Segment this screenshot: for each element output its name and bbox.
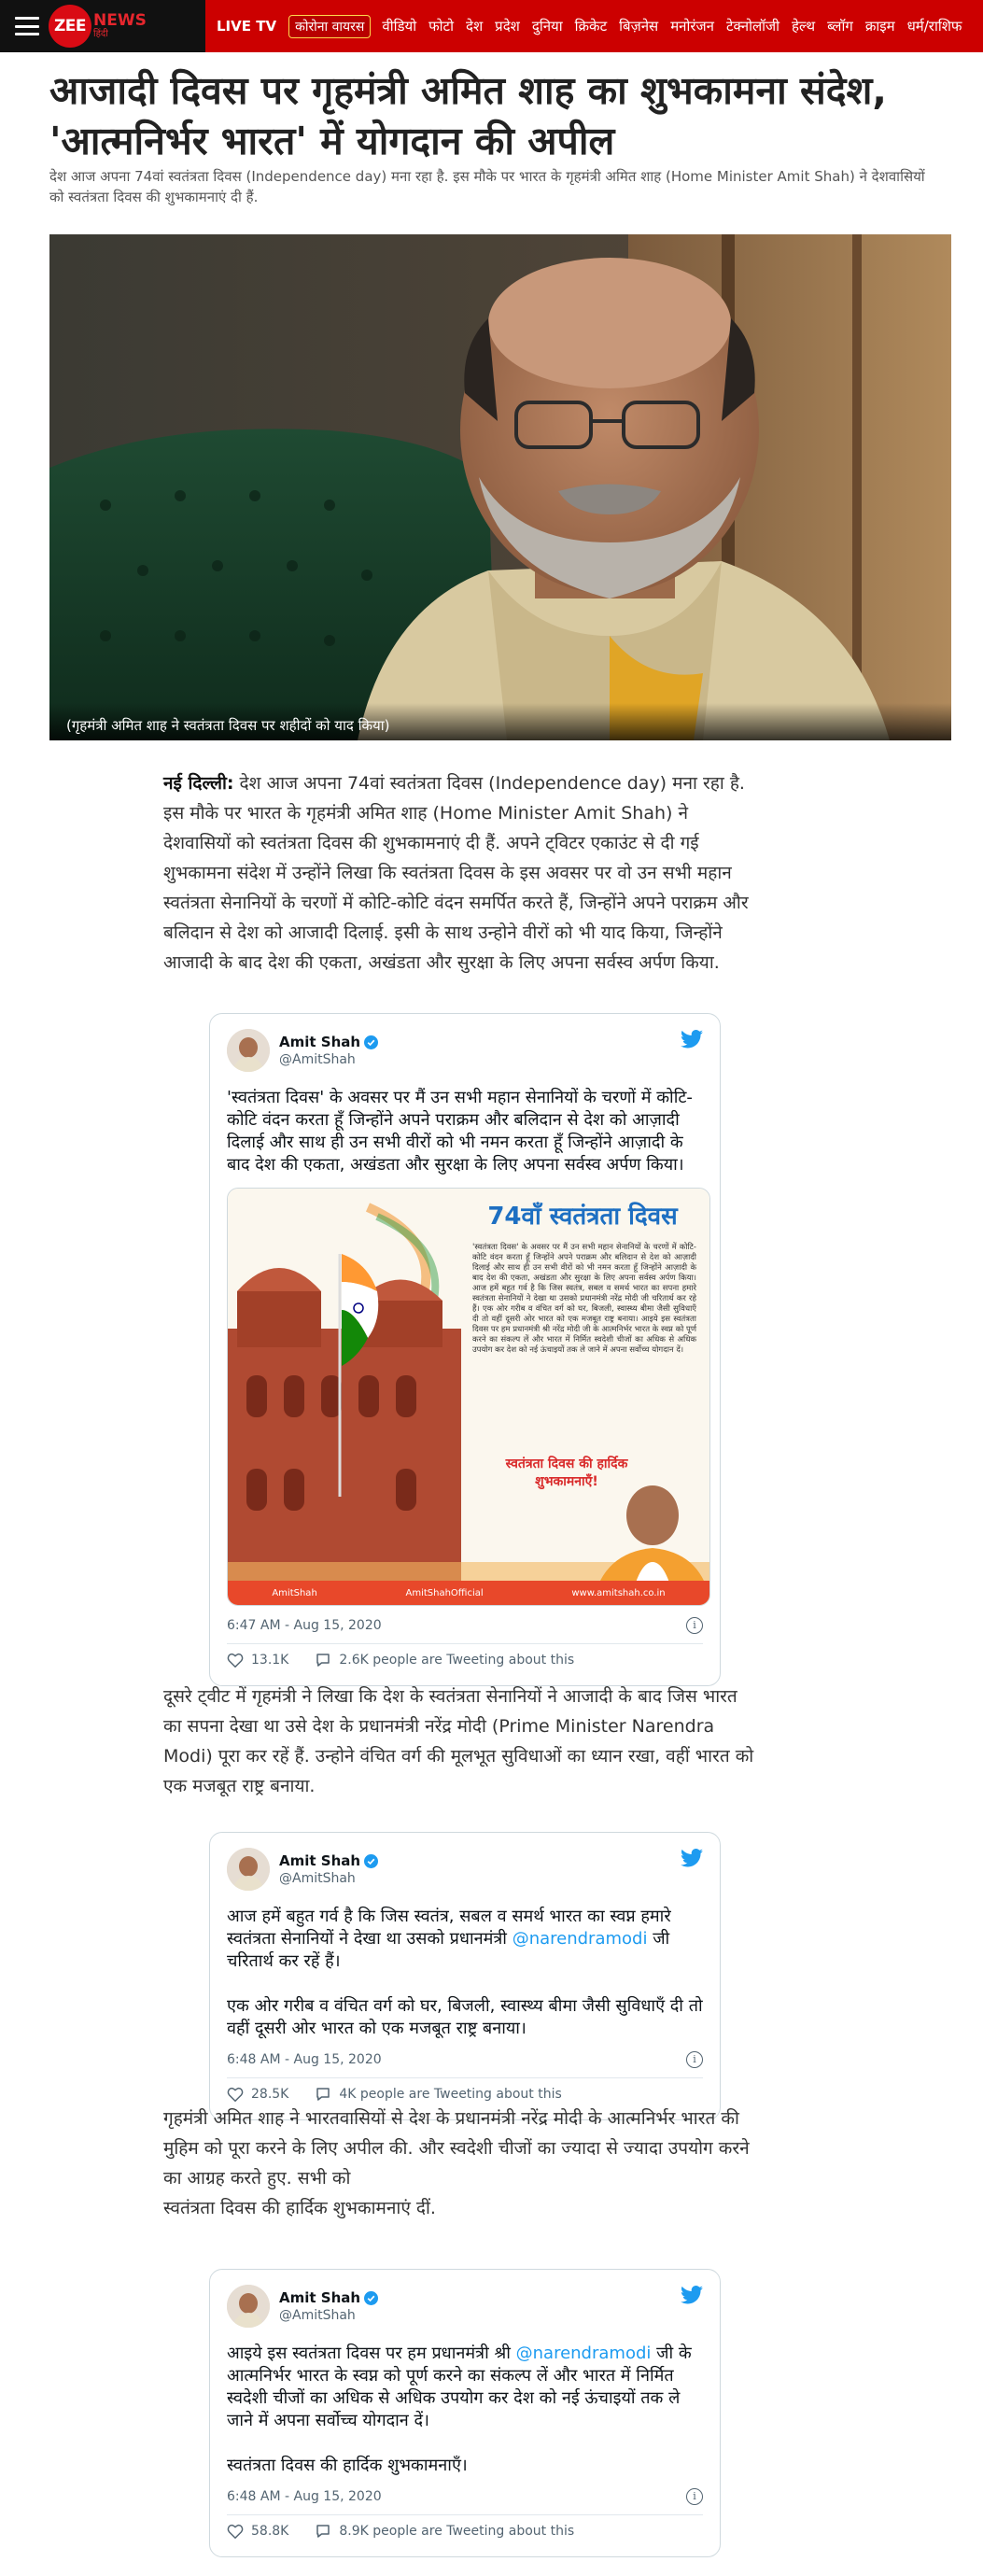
top-navigation: [0, 0, 983, 52]
tweet-text: आज हमें बहुत गर्व है कि जिस स्वतंत्र, सबल व समर्थ भारत का स्वप्न हमारे स्वतंत्रता सेनानियों ने देखा था उसको प्रधानमंत्री @narendramodi जी चरितार्थ कर रहें हैं। एक ओर गरीब व वंचित वर्ग को घर, बिजली, स्वास्थ्य बीमा जैसी सुविधाएँ दी तो वहीं दूसरी ओर भारत को एक मजबूत राष्ट्र बनाया।: [227, 1907, 703, 2038]
tweet-timestamp[interactable]: 6:48 AM - Aug 15, 2020: [227, 2489, 382, 2504]
nav-item-video[interactable]: वीडियो: [382, 18, 417, 35]
like-button[interactable]: [227, 2524, 288, 2539]
mention-link[interactable]: @narendramodi: [512, 1929, 648, 1949]
nav-item-desh[interactable]: देश: [466, 18, 484, 35]
zee-news-logo[interactable]: [49, 5, 147, 48]
avatar[interactable]: [227, 1029, 270, 1072]
nav-item-photo[interactable]: फोटो: [428, 18, 454, 35]
tweet-author-handle[interactable]: @AmitShah: [279, 1052, 356, 1067]
info-icon[interactable]: i: [686, 2488, 703, 2505]
poster-footer-facebook: AmitShahOfficial: [405, 1587, 484, 1598]
mention-link[interactable]: @narendramodi: [515, 2344, 652, 2363]
poster-footer-website: www.amitshah.co.in: [571, 1587, 666, 1598]
talking-count: 8.9K people are Tweeting about this: [339, 2524, 575, 2539]
nav-live-tv[interactable]: LIVE TV: [217, 18, 277, 35]
poster-title: 74वाँ स्वतंत्रता दिवस: [487, 1203, 678, 1231]
verified-badge-icon: [364, 1854, 378, 1868]
like-count: 28.5K: [251, 2087, 289, 2102]
article-summary: देश आज अपना 74वां स्वतंत्रता दिवस (Independence day) मना रहा है. इस मौके पर भारत के गृहमंत्री अमित शाह (Home Minister Amit Shah) ने देशवासियों को स्वतंत्रता दिवस की शुभकामनाएं दी हैं.: [49, 168, 925, 205]
info-icon[interactable]: i: [686, 1617, 703, 1634]
tweet-author-handle[interactable]: @AmitShah: [279, 2308, 356, 2323]
verified-badge-icon: [364, 1035, 378, 1049]
talking-count: 2.6K people are Tweeting about this: [339, 1653, 575, 1668]
poster-footer-twitter: AmitShah: [272, 1587, 317, 1598]
nav-item-health[interactable]: हेल्थ: [792, 18, 816, 35]
poster-greeting: स्वतंत्रता दिवस की हार्दिक शुभकामनाएँ!: [505, 1457, 628, 1489]
reply-talking-button[interactable]: [315, 2523, 574, 2540]
hero-image: [49, 234, 951, 740]
logo-area: [0, 0, 205, 52]
reply-talking-button[interactable]: [315, 1652, 574, 1668]
tweet-timestamp[interactable]: 6:48 AM - Aug 15, 2020: [227, 2052, 382, 2067]
amit-shah-photo: [49, 234, 951, 740]
avatar[interactable]: [227, 2285, 270, 2328]
like-button[interactable]: [227, 2087, 288, 2102]
talking-count: 4K people are Tweeting about this: [339, 2087, 562, 2102]
article-paragraph-2: दूसरे ट्वीट में गृहमंत्री ने लिखा कि देश के स्वतंत्रता सेनानियों ने आजादी के बाद जिस भारत का सपना देखा था उसे देश के प्रधानमंत्री नरेंद्र मोदी (Prime Minister Narendra Modi) पूरा कर रहें हैं. उन्होने वंचित वर्ग की मूलभूत सुविधाओं का ध्यान रखा, वहीं भारत को एक मजबूत राष्ट्र बनाया.: [163, 1686, 754, 1796]
nav-item-manoranjan[interactable]: मनोरंजन: [670, 18, 714, 35]
hamburger-menu-icon[interactable]: [15, 17, 39, 35]
nav-item-crime[interactable]: क्राइम: [864, 18, 895, 35]
heart-icon: [227, 2087, 244, 2102]
paragraph-1-text: देश आज अपना 74वां स्वतंत्रता दिवस (Independence day) मना रहा है. इस मौके पर भारत के गृहमंत्री अमित शाह (Home Minister Amit Shah) ने देशवासियों को स्वतंत्रता दिवस की शुभकामनाएं दी हैं. अपने ट्विटर एकाउंट से दी गई शुभकामना संदेश में उन्होंने लिखा कि स्वतंत्रता दिवस के इस अवसर पर वो उन सभी महान स्वतंत्रता सेनानियों के चरणों में कोटि-कोटि वंदन समर्पित करते हैं, जिन्होंने अपने पराक्रम और बलिदान से देश को आजादी दिलाई. इसी के साथ उन्होने वीरों को भी याद किया, जिन्होंने आजादी के बाद देश की एकता, अखंडता और सुरक्षा के लिए अपना सर्वस्व अर्पण किया.: [163, 773, 749, 973]
image-caption: (गृहमंत्री अमित शाह ने स्वतंत्रता दिवस पर शहीदों को याद किया): [49, 703, 951, 740]
tweet-media-poster[interactable]: [227, 1188, 710, 1606]
logo-news-text: NEWS: [93, 11, 147, 30]
avatar[interactable]: [227, 1848, 270, 1891]
poster-footer: [228, 1581, 709, 1605]
article-paragraph-3: गृहमंत्री अमित शाह ने भारतवासियों से देश के प्रधानमंत्री नरेंद्र मोदी के आत्मनिर्भर भारत की मुहिम को पूरा करने के लिए अपील की. और स्वदेशी चीजों का ज्यादा से ज्यादा उपयोग करने का आग्रह करते हुए. सभी को स्वतंत्रता दिवस की हार्दिक शुभकामनाएं दीं.: [163, 2108, 750, 2218]
logo-hindi-text: हिंदी: [93, 29, 108, 39]
tweet-text: आइये इस स्वतंत्रता दिवस पर हम प्रधानमंत्री श्री @narendramodi जी के आत्मनिर्भर भारत के स्वप्न को पूर्ण करने का संकल्प लें और भारत में निर्मित स्वदेशी चीजों का अधिक से अधिक उपयोग कर देश को नई ऊंचाइयों तक ले जाने में अपना सर्वोच्च योगदान दें। स्वतंत्रता दिवस की हार्दिक शुभकामनाएँ।: [227, 2344, 692, 2475]
twitter-bird-icon[interactable]: [681, 1029, 703, 1049]
nav-item-dharm[interactable]: धर्म/राशिफ: [906, 18, 962, 35]
article-paragraph-1: [163, 768, 761, 978]
nav-item-technology[interactable]: टेक्नोलॉजी: [725, 18, 780, 35]
twitter-bird-icon[interactable]: [681, 1848, 703, 1868]
tweet-author-name[interactable]: Amit Shah: [279, 1852, 378, 1869]
comment-icon: [315, 2086, 331, 2103]
like-count: 58.8K: [251, 2524, 289, 2539]
tweet-timestamp[interactable]: 6:47 AM - Aug 15, 2020: [227, 1618, 382, 1633]
like-count: 13.1K: [251, 1653, 289, 1668]
nav-item-blog[interactable]: ब्लॉग: [827, 18, 853, 35]
verified-badge-icon: [364, 2291, 378, 2305]
like-button[interactable]: [227, 1653, 288, 1668]
reply-talking-button[interactable]: [315, 2086, 561, 2103]
nav-item-business[interactable]: बिज़नेस: [619, 18, 659, 35]
comment-icon: [315, 1652, 331, 1668]
info-icon[interactable]: i: [686, 2051, 703, 2068]
tweet-author-handle[interactable]: @AmitShah: [279, 1871, 356, 1886]
article-headline: आजादी दिवस पर गृहमंत्री अमित शाह का शुभकामना संदेश, 'आत्मनिर्भर भारत' में योगदान की अपील: [49, 68, 887, 163]
nav-corona-virus[interactable]: कोरोना वायरस: [288, 15, 371, 38]
nav-item-pradesh[interactable]: प्रदेश: [495, 18, 520, 35]
tweet-card-2[interactable]: [209, 1832, 721, 2120]
dateline: नई दिल्ली:: [163, 773, 234, 794]
tweet-card-3[interactable]: [209, 2269, 721, 2557]
nav-item-duniya[interactable]: दुनिया: [531, 18, 563, 35]
tweet-card-1[interactable]: [209, 1013, 721, 1686]
tweet-text: 'स्वतंत्रता दिवस' के अवसर पर मैं उन सभी महान सेनानियों के चरणों में कोटि-कोटि वंदन करता हूँ जिन्होंने अपने पराक्रम और बलिदान से देश को आज़ादी दिलाई और साथ ही उन सभी वीरों को भी नमन करता हूँ जिन्होंने आज़ादी के बाद देश की एकता, अखंडता और सुरक्षा के लिए अपना सर्वस्व अर्पण किया।: [227, 1088, 693, 1175]
comment-icon: [315, 2523, 331, 2540]
section-menu: [205, 0, 983, 52]
logo-mark: ZEE: [49, 5, 91, 48]
heart-icon: [227, 2524, 244, 2539]
tweet-author-name[interactable]: Amit Shah: [279, 2289, 378, 2306]
nav-item-cricket[interactable]: क्रिकेट: [574, 18, 608, 35]
heart-icon: [227, 1653, 244, 1668]
poster-body: 'स्वतंत्रता दिवस' के अवसर पर मैं उन सभी महान सेनानियों के चरणों में कोटि-कोटि वंदन करता हूँ जिन्होंने अपने पराक्रम और बलिदान से देश को आज़ादी दिलाई और साथ ही उन सभी वीरों को भी नमन करता हूँ जिन्होंने आज़ादी के बाद देश की एकता, अखंडता और सुरक्षा के लिए अपना सर्वस्व अर्पण किया। आज हमें बहुत गर्व है कि जिस स्वतंत्र, सबल व समर्थ भारत का सपना हमारे स्वतंत्रता सेनानियों ने देखा था उसको प्रधानमंत्री नरेंद्र मोदी जी चरितार्थ कर रहे हैं। एक ओर गरीब व वंचित वर्ग को घर, बिजली, स्वास्थ्य बीमा जैसी सुविधाएँ दी तो वहीं दूसरी ओर भारत को एक मजबूत राष्ट्र बनाया। आइये इस स्वतंत्रता दिवस पर हम प्रधानमंत्री श्री नरेंद्र मोदी जी के आत्मनिर्भर भारत के स्वप्न को पूर्ण करने का संकल्प लें और भारत में निर्मित स्वदेशी चीजों का अधिक से अधिक उपयोग कर देश को नई ऊंचाइयों तक ले जाने में अपना सर्वोच्च योगदान दें।: [472, 1243, 696, 1355]
tweet-author-name[interactable]: Amit Shah: [279, 1034, 378, 1050]
twitter-bird-icon[interactable]: [681, 2285, 703, 2305]
